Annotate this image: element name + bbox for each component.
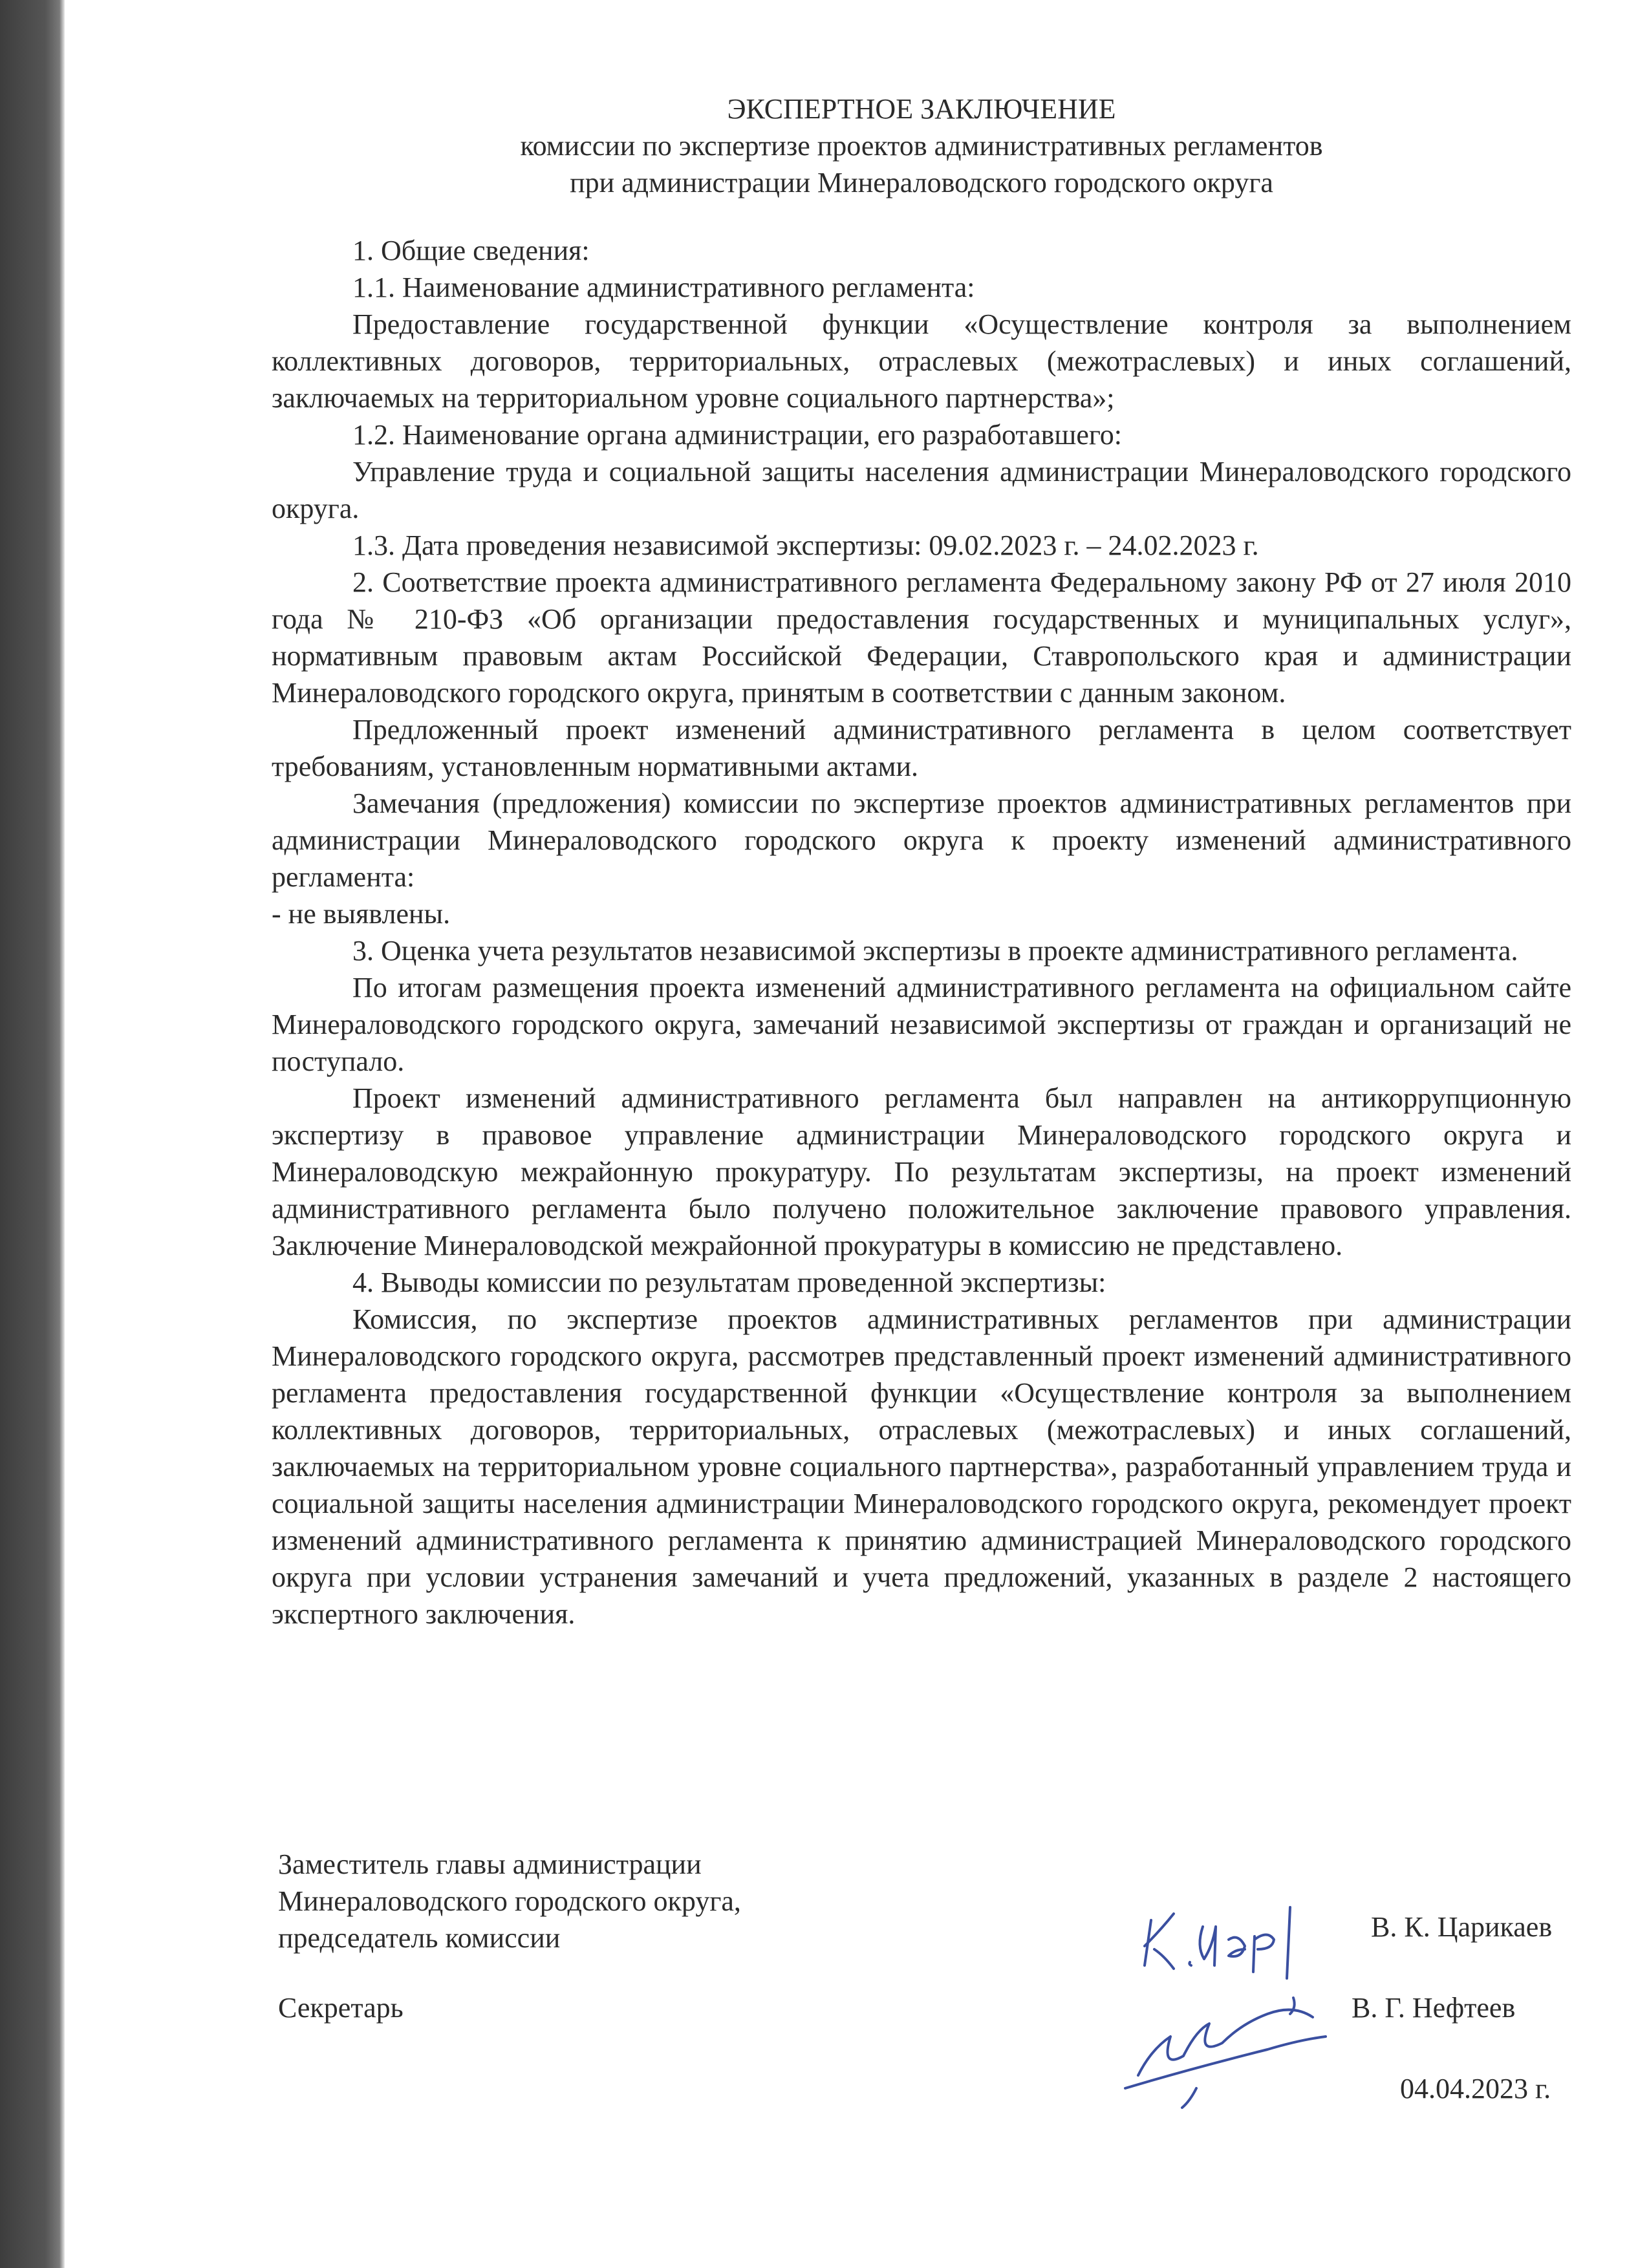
document-date: 04.04.2023 г. [1400, 2073, 1551, 2104]
remarks-value: - не выявлены. [272, 898, 451, 930]
secretary-name: В. Г. Нефтеев [1352, 1992, 1516, 2024]
doc-subtitle-line1: комиссии по экспертизе проектов административных регламентов [520, 130, 1323, 162]
section-compliance: 2. Соответствие проекта административного регламента Федеральному закону РФ от 27 июля 2010 года № 210-ФЗ «Об организации предоставления государственных и муниципальных услуг», нормативным правовым актам Российской Федерации, Ставропольского края и администрации Минераловодского городского округа, принятым в соответствии с данным законом. [272, 566, 1571, 709]
section-authority-label: 1.2. Наименование органа администрации, его разработавшего: [352, 419, 1123, 451]
section-evaluation: 3. Оценка учета результатов независимой экспертизы в проекте административного регламента. [352, 935, 1518, 967]
document-page [272, 91, 1571, 1632]
compliance-statement: Предложенный проект изменений административного регламента в целом соответствует требованиям, установленным нормативными актами. [272, 714, 1571, 782]
handwritten-signatures [1099, 1875, 1345, 2134]
secretary-label: Секретарь [278, 1992, 404, 2024]
position-line2: Минераловодского городского округа, [278, 1885, 741, 1917]
doc-subtitle-line2: при администрации Минераловодского городского округа [570, 167, 1273, 198]
section-general: 1. Общие сведения: [352, 235, 590, 266]
expertise-dates: 1.3. Дата проведения независимой экспертизы: 09.02.2023 г. – 24.02.2023 г. [352, 530, 1259, 561]
regulation-name: Предоставление государственной функции «Осуществление контроля за выполнением коллективных договоров, территориальных, отраслевых (межотраслевых) и иных соглашений, заключаемых на территориальном уровне социального партнерства»; [272, 308, 1571, 414]
section-regulation-name-label: 1.1. Наименование административного регламента: [352, 272, 975, 303]
position-line3: председатель комиссии [278, 1922, 561, 1954]
conclusion-text: Комиссия, по экспертизе проектов административных регламентов при администрации Минераловодского городского округа, рассмотрев представленный проект изменений административного регламента предоставления государственной функции «Осуществление контроля за выполнением коллективных договоров, территориальных, отраслевых (межотраслевых) и иных соглашений, заключаемых на территориальном уровне социального партнерства», разработанный управлением труда и социальной защиты населения администрации Минераловодского городского округа, рекомендует проект изменений административного регламента к принятию администрацией Минераловодского городского округа при условии устранения замечаний и учета предложений, указанных в разделе 2 настоящего экспертного заключения. [272, 1303, 1571, 1630]
scan-edge [0, 0, 65, 2268]
doc-title: ЭКСПЕРТНОЕ ЗАКЛЮЧЕНИЕ [727, 93, 1116, 125]
anticorruption-text: Проект изменений административного регламента был направлен на антикоррупционную экспертизу в правовое управление администрации Минераловодского городского округа и Минераловодскую межрайонную прокуратуру. По результатам экспертизы, на проект изменений административного регламента было получено положительное заключение правового управления. Заключение Минераловодской межрайонной прокуратуры в комиссию не представлено. [272, 1082, 1571, 1261]
remarks-label: Замечания (предложения) комиссии по экспертизе проектов административных регламентов при администрации Минераловодского городского округа к проекту изменений административного регламента: [272, 787, 1571, 893]
evaluation-text: По итогам размещения проекта изменений административного регламента на официальном сайте Минераловодского городского округа, замечаний независимой экспертизы от граждан и организаций не поступало. [272, 972, 1571, 1077]
position-line1: Заместитель главы администрации [278, 1848, 702, 1880]
chair-name: В. К. Царикаев [1371, 1911, 1553, 1943]
authority-name: Управление труда и социальной защиты населения администрации Минераловодского городского округа. [272, 456, 1571, 524]
section-conclusions: 4. Выводы комиссии по результатам проведенной экспертизы: [352, 1267, 1106, 1298]
